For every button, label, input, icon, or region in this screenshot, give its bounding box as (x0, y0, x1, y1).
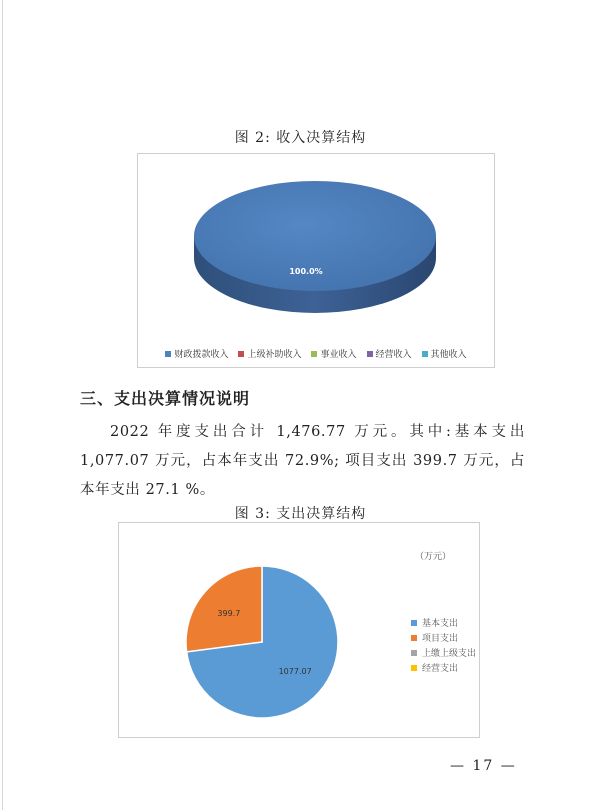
section-heading: 三、支出决算情况说明 (80, 389, 251, 408)
expenditure-legend (411, 615, 476, 675)
legend-label: 基本支出 (422, 619, 459, 629)
expenditure-pie-label: 1077.07 (278, 667, 312, 677)
legend-swatch (165, 351, 171, 357)
income-legend-item (367, 347, 412, 360)
expenditure-chart (118, 522, 480, 738)
page-edge (2, 0, 3, 810)
expenditure-legend-item (411, 630, 476, 645)
legend-label: 其他收入 (430, 350, 467, 360)
legend-swatch (411, 635, 417, 641)
legend-swatch (411, 650, 417, 656)
expenditure-legend-item (411, 660, 476, 675)
legend-swatch (311, 351, 317, 357)
income-legend-item (165, 347, 228, 360)
legend-label: 事业收入 (320, 350, 357, 360)
expenditure-legend-item (411, 615, 476, 630)
expenditure-pie-label: 399.7 (217, 608, 241, 618)
legend-swatch (422, 351, 428, 357)
income-legend-item (422, 347, 467, 360)
legend-label: 经营支出 (422, 664, 459, 674)
income-legend-item (238, 347, 301, 360)
expenditure-pie-svg (119, 523, 359, 739)
legend-label: 项目支出 (422, 634, 459, 644)
legend-swatch (367, 351, 373, 357)
legend-label: 上级补助收入 (247, 350, 302, 360)
figure3-caption: 图 3: 支出决算结构 (234, 506, 367, 522)
legend-swatch (238, 351, 244, 357)
legend-label: 经营收入 (375, 350, 412, 360)
income-chart (137, 153, 495, 368)
legend-swatch (411, 665, 417, 671)
income-legend-item (311, 347, 356, 360)
unit-label: （万元） (415, 552, 452, 562)
page-number: — 17 — (450, 758, 517, 774)
section-paragraph: 2022 年度支出合计 1,476.77 万元。其中:基本支出 1,077.07 万元，占本年支出 72.9%; 项目支出 399.7 万元，占本年支出 27.1 %。 (80, 424, 525, 498)
legend-swatch (411, 620, 417, 626)
income-legend (138, 347, 494, 360)
income-pie-label: 100.0% (289, 267, 323, 276)
income-pie-svg (138, 154, 494, 334)
expenditure-legend-item (411, 645, 476, 660)
legend-label: 财政拨款收入 (174, 350, 229, 360)
legend-label: 上缴上级支出 (422, 649, 477, 659)
figure2-caption: 图 2: 收入决算结构 (234, 130, 367, 146)
